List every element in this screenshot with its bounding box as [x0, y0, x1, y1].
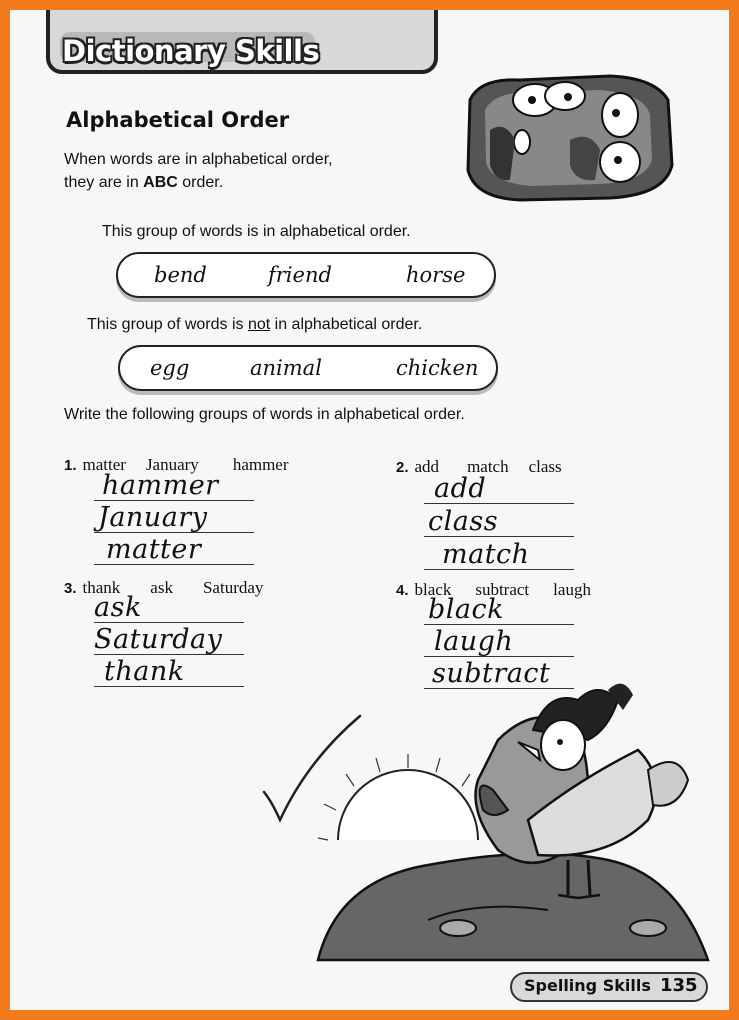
exercise-4-word-1: black	[414, 580, 452, 599]
intro-post: order.	[177, 174, 224, 191]
section-title: Alphabetical Order	[66, 108, 290, 132]
example2-caption-post: in alphabetical order.	[270, 316, 423, 333]
exercise-4-answer-1: black	[428, 594, 504, 625]
exercise-4-answer-3: subtract	[432, 658, 551, 689]
worksheet-page	[10, 10, 729, 1010]
exercise-2-word-3: class	[528, 457, 562, 476]
exercise-3-answer-3: thank	[104, 656, 185, 687]
exercise-2-number: 2.	[396, 459, 409, 476]
animals-illustration	[460, 70, 680, 205]
exercise-4-number: 4.	[396, 582, 409, 599]
example2-word-2: animal	[250, 356, 322, 380]
exercise-4-answer-2: laugh	[434, 626, 514, 657]
example2-pill	[118, 345, 498, 391]
exercise-4-word-3: laugh	[553, 580, 591, 599]
exercise-4-word-2: subtract	[475, 580, 530, 599]
footer-label: Spelling Skills	[524, 976, 651, 995]
example1-pill	[116, 252, 496, 298]
exercise-1-word-2: January	[145, 455, 199, 474]
exercise-1-answer-3: matter	[106, 534, 202, 565]
example1-word-1: bend	[154, 263, 207, 287]
example2-word-1: egg	[150, 356, 190, 380]
exercise-1-word-1: matter	[82, 455, 126, 474]
intro-pre: they are in	[64, 174, 144, 191]
intro-text	[64, 148, 333, 194]
exercise-2-word-2: match	[467, 457, 509, 476]
exercise-1-word-3: hammer	[232, 455, 289, 474]
exercise-3-word-2: ask	[150, 578, 173, 597]
example2-caption-not: not	[247, 316, 271, 333]
exercise-1-number: 1.	[64, 457, 77, 474]
exercise-2-answer-2: class	[428, 506, 499, 537]
example1-word-2: friend	[268, 263, 332, 287]
exercise-1-answer-1: hammer	[102, 470, 219, 501]
intro-line-2	[64, 171, 333, 194]
exercise-3-word-3: Saturday	[202, 578, 264, 597]
exercise-3-answer-1: ask	[94, 592, 142, 623]
exercise-1-answer-2: January	[98, 502, 208, 533]
example2-caption-pre: This group of words is	[87, 316, 248, 333]
exercise-3-word-1: thank	[82, 578, 121, 597]
exercise-3-number: 3.	[64, 580, 77, 597]
banner-title: Dictionary Skills	[62, 34, 320, 68]
exercise-2-word-1: add	[414, 457, 440, 476]
example1-word-3: horse	[406, 263, 466, 287]
example2-word-3: chicken	[396, 356, 479, 380]
instruction-text: Write the following groups of words in alphabetical order.	[64, 406, 465, 423]
rooster-illustration	[278, 670, 723, 970]
page-number: 135	[660, 975, 698, 996]
exercise-2-answer-3: match	[442, 539, 530, 570]
example2-caption	[87, 316, 422, 334]
intro-line-1: When words are in alphabetical order,	[64, 151, 333, 168]
example1-caption: This group of words is in alphabetical order.	[102, 223, 411, 240]
exercise-3-answer-2: Saturday	[94, 624, 223, 655]
exercise-2-answer-1: add	[434, 473, 487, 504]
intro-bold: ABC	[143, 174, 178, 191]
